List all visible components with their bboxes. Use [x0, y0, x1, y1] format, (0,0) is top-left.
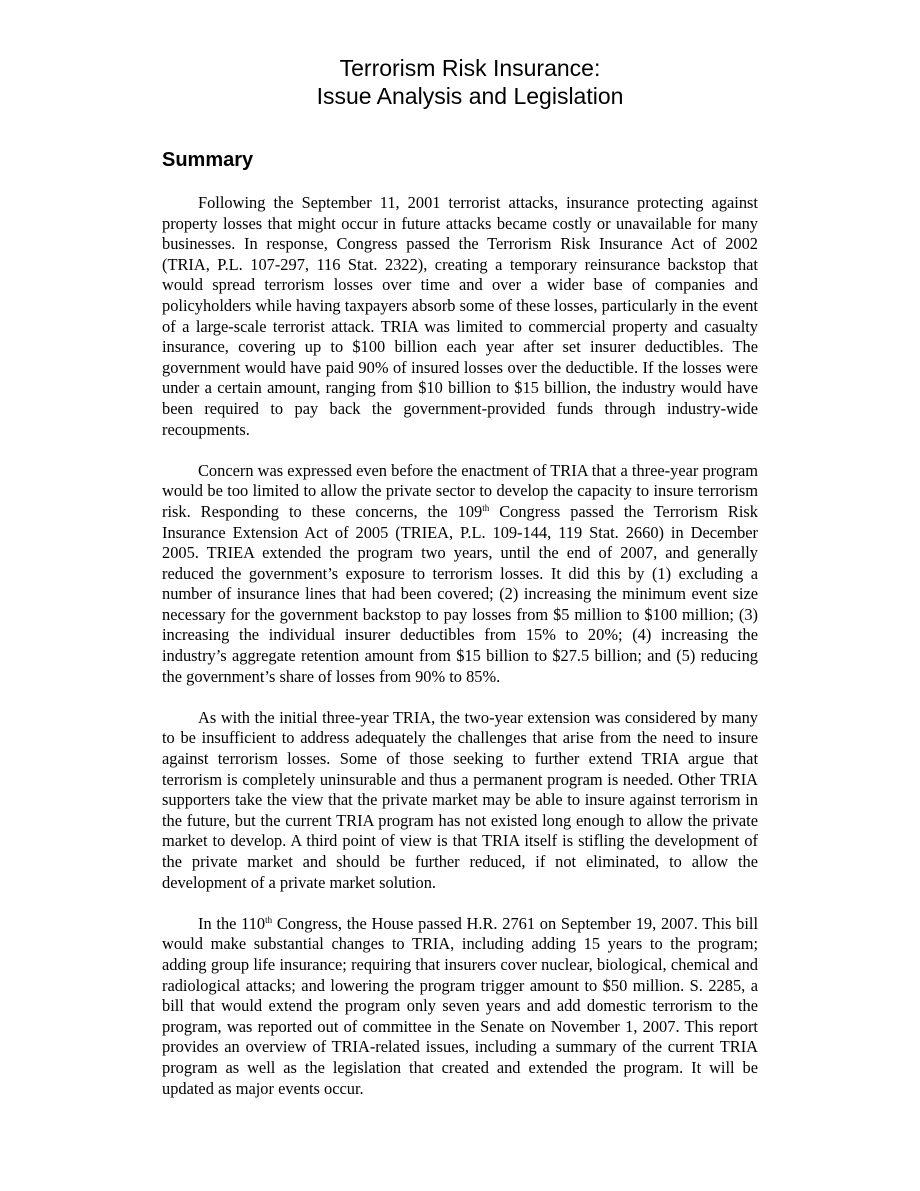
summary-paragraph-4 [162, 914, 758, 1099]
paragraph-4-text-start: In the 110 [198, 913, 266, 933]
title-line-1: Terrorism Risk Insurance: [339, 55, 601, 81]
summary-heading: Summary [162, 149, 254, 171]
paragraph-2-text-end: Congress passed the Terrorism Risk Insurance Extension Act of 2005 (TRIEA, P.L. 109-144, 119 Stat. 2660) in December 2005. TRIEA extended the program two years, until the end of 2007, and generally reduced the government’s exposure to terrorism losses. It did this by (1) excluding a number of insurance lines that had been covered; (2) increasing the minimum event size necessary for the government backstop to pay losses from $5 million to $100 million; (3) increasing the individual insurer deductibles from 15% to 20%; (4) increasing the industry’s aggregate retention amount from $15 billion to $27.5 billion; and (5) reducing the government’s share of losses from 90% to 85%. [162, 501, 758, 686]
ordinal-superscript: th [265, 914, 273, 925]
summary-paragraph-3: As with the initial three-year TRIA, the two-year extension was considered by many to be insufficient to address adequately the challenges that arise from the need to insure against terrorism losses. Some of those seeking to further extend TRIA argue that terrorism is completely uninsurable and thus a permanent program is needed. Other TRIA supporters take the view that the private market may be able to insure against terrorism in the future, but the current TRIA program has not existed long enough to allow the private market to develop. A third point of view is that TRIA itself is stifling the development of the private market and should be further reduced, if not eliminated, to allow the development of a private market solution. [162, 707, 758, 892]
paragraph-2-text-start: Concern was expressed even before the enactment of TRIA that a three-year program would be too limited to allow the private sector to develop the capacity to insure terrorism risk. Responding to these concerns, the 109 [162, 460, 758, 521]
document-title [0, 54, 920, 110]
ordinal-superscript: th [482, 502, 490, 513]
summary-paragraph-1: Following the September 11, 2001 terrorist attacks, insurance protecting against property losses that might occur in future attacks became costly or unavailable for many businesses. In response, Congress passed the Terrorism Risk Insurance Act of 2002 (TRIA, P.L. 107-297, 116 Stat. 2322), creating a temporary reinsurance backstop that would spread terrorism losses over time and over a wider base of companies and policyholders while having taxpayers absorb some of these losses, particularly in the event of a large-scale terrorist attack. TRIA was limited to commercial property and casualty insurance, covering up to $100 billion each year after set insurer deductibles. The government would have paid 90% of insured losses over the deductible. If the losses were under a certain amount, ranging from $10 billion to $15 billion, the industry would have been required to pay back the government-provided funds through industry-wide recoupments. [162, 193, 758, 439]
summary-body [162, 193, 758, 1099]
summary-paragraph-2 [162, 461, 758, 688]
title-line-2: Issue Analysis and Legislation [316, 83, 624, 109]
paragraph-4-text-end: Congress, the House passed H.R. 2761 on September 19, 2007. This bill would make substantial changes to TRIA, including adding 15 years to the program; adding group life insurance; requiring that insurers cover nuclear, biological, chemical and radiological attacks; and lowering the program trigger amount to $50 million. S. 2285, a bill that would extend the program only seven years and add domestic terrorism to the program, was reported out of committee in the Senate on November 1, 2007. This report provides an overview of TRIA-related issues, including a summary of the current TRIA program as well as the legislation that created and extended the program. It will be updated as major events occur. [162, 913, 758, 1098]
